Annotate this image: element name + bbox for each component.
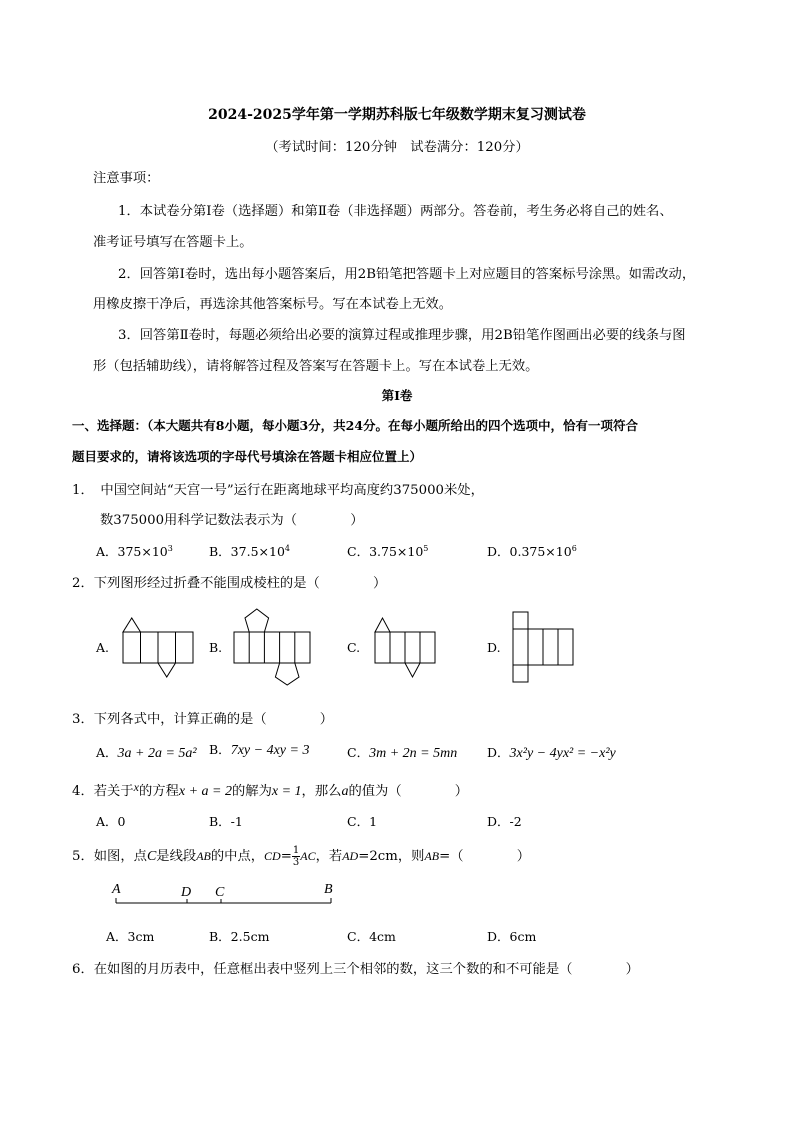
point-a-label: A: [112, 882, 121, 897]
point-d-label: D: [181, 885, 192, 900]
q4-option-a: A．0: [96, 814, 126, 829]
q2-net-c: [370, 614, 440, 679]
question-2-stem: 2．下列图形经过折叠不能围成棱柱的是（ ）: [72, 576, 387, 591]
notice-item-1-line-2: 准考证号填写在答题卡上。: [93, 235, 253, 250]
q2-option-c-label: C.: [347, 640, 361, 655]
question-1-line-1: 1． 中国空间站“天宫一号”运行在距离地球平均高度约375000米处，: [72, 483, 484, 498]
question-6-stem: 6．在如图的月历表中，任意框出表中竖列上三个相邻的数，这三个数的和不可能是（ ）: [72, 962, 639, 977]
paper-subtitle: （考试时间：120分钟 试卷满分：120分）: [265, 140, 529, 155]
q3-option-c: C．3m + 2n = 5mn: [347, 745, 458, 761]
q2-option-a-label: A.: [96, 640, 110, 655]
q2-option-d-label: D.: [487, 640, 501, 655]
q1-option-b: B．$37.5\times 10^4$: [209, 543, 290, 559]
question-4-stem: 4．若关于x的方程x + a = 2的解为x = 1，那么a的值为（ ）: [72, 780, 469, 799]
q5-option-c: C．4cm: [347, 929, 396, 944]
q2-net-b: [230, 607, 315, 687]
q5-segment-diagram: [108, 880, 343, 910]
q5-option-b: B．2.5cm: [209, 929, 270, 944]
q2-net-d: [511, 610, 576, 685]
q4-option-c: C．1: [347, 814, 378, 829]
q3-option-a: A．3a + 2a = 5a²: [96, 745, 197, 761]
notice-item-3-line-2: 形（包括辅助线），请将解答过程及答案写在答题卡上。写在本试卷上无效。: [93, 359, 539, 374]
notice-item-2-line-2: 用橡皮擦干净后，再选涂其他答案标号。写在本试卷上无效。: [93, 297, 453, 312]
q1-option-c: C．$3.75\times 10^5$: [347, 543, 429, 559]
q3-option-d: D．3x²y − 4yx² = −x²y: [487, 745, 616, 761]
question-5-stem: 5．如图，点C是线段AB的中点，CD= $\frac{1}{3}$ AC，若AD=2cm，则AB=（ ）: [72, 845, 531, 868]
notice-item-1-line-1: 1．本试卷分第Ⅰ卷（选择题）和第Ⅱ卷（非选择题）两部分。答卷前，考生务必将自己的姓名、: [118, 204, 673, 219]
fraction-one-third: $\frac{1}{3}$: [292, 845, 300, 868]
notice-heading: 注意事项：: [93, 171, 160, 186]
q3-option-b: B．7xy − 4xy = 3: [209, 742, 310, 758]
section-1-line-2: 题目要求的，请将该选项的字母代号填涂在答题卡相应位置上）: [72, 449, 423, 464]
q5-option-a: A．3cm: [106, 929, 155, 944]
notice-item-3-line-1: 3．回答第Ⅱ卷时，每题必须给出必要的演算过程或推理步骤，用2B铅笔作图画出必要的线条与图: [118, 328, 686, 343]
q2-net-a: [118, 614, 198, 679]
notice-item-2-line-1: 2．回答第Ⅰ卷时，选出每小题答案后，用2B铅笔把答题卡上对应题目的答案标号涂黑。如需改动，: [118, 267, 696, 282]
point-b-label: B: [324, 882, 333, 897]
paper-title: 2024-2025学年第一学期苏科版七年级数学期末复习测试卷: [208, 107, 586, 123]
point-c-label: C: [215, 885, 225, 900]
q4-option-d: D．-2: [487, 814, 522, 829]
q1-option-a: A．$375\times 10^3$: [96, 543, 173, 559]
q4-option-b: B．-1: [209, 814, 243, 829]
q5-option-d: D．6cm: [487, 929, 537, 944]
q2-option-b-label: B.: [209, 640, 223, 655]
q1-option-d: D．$0.375\times 10^6$: [487, 543, 577, 559]
question-1-line-2: 数375000用科学记数法表示为（ ）: [100, 513, 364, 528]
question-3-stem: 3．下列各式中，计算正确的是（ ）: [72, 712, 334, 727]
section-1-line-1: 一、选择题：（本大题共有8小题，每小题3分，共24分。在每小题所给出的四个选项中，恰有一项符合: [72, 418, 639, 433]
part-1-title: 第Ⅰ卷: [381, 388, 413, 403]
